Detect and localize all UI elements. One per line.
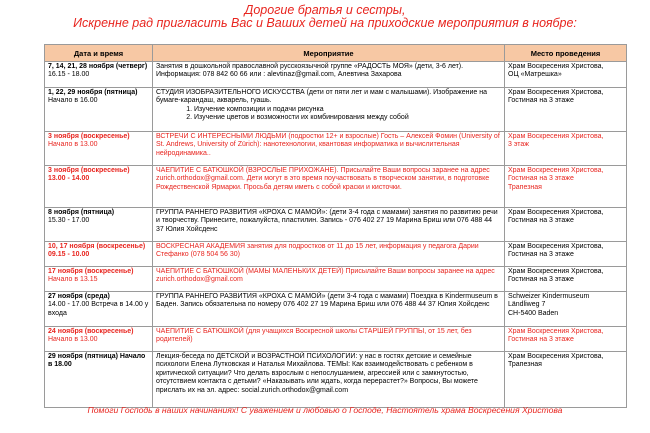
table-header-row [45, 45, 627, 62]
row-date: 29 ноября (пятница) Начало в 18.00 [45, 352, 153, 408]
table-row [45, 267, 627, 292]
col-place-header: Место проведения [505, 45, 627, 62]
row-place: Храм Воскресения Христова, Гостиная на 3 этаже [505, 242, 627, 267]
footer-blessing: Помоги Господь в наших начинаниях! С уважением и любовью о Господе, Настоятель храма Воскресения Христова [87, 405, 563, 415]
list-item: 2. Изучение цветов и возможности их комбинирования между собой [194, 114, 501, 122]
row-place: Храм Воскресения Христова, ОЦ «Матрешка» [505, 62, 627, 88]
list-item: 1. Изучение композиции и подачи рисунка [194, 106, 501, 114]
table-row [45, 166, 627, 208]
row-event: СТУДИЯ ИЗОБРАЗИТЕЛЬНОГО ИСКУССТВА (дети от пяти лет и мам с малышами). Изображение на бумаге-карандаш, акварель, гуашь. 1. Изучение композиции и подачи рисунка 2. Изучение цветов и возможности их комбинирования между собой [153, 88, 505, 132]
row-date: 17 ноября (воскресенье) Начало в 13.15 [45, 267, 153, 292]
row-event: ЧАЕПИТИЕ С БАТЮШКОЙ (МАМЫ МАЛЕНЬКИХ ДЕТЕЙ) Присылайте Ваши вопросы заранее на адрес zurich.orthodox@gmail.com [153, 267, 505, 292]
table-row [45, 292, 627, 327]
table-row [45, 327, 627, 352]
row-date: 24 ноября (воскресенье) Начало в 13.00 [45, 327, 153, 352]
header [0, 0, 650, 30]
row-date: 10, 17 ноября (воскресенье) 09.15 - 10.00 [45, 242, 153, 267]
row-place: Храм Воскресения Христова, Трапезная [505, 352, 627, 408]
row-place: Храм Воскресения Христова, Гостиная на 3 этаже Трапезная [505, 166, 627, 208]
row-date: 3 ноября (воскресенье) 13.00 - 14.00 [45, 166, 153, 208]
greeting: Дорогие братья и сестры, [244, 3, 406, 17]
row-event: ГРУППА РАННЕГО РАЗВИТИЯ «КРОХА С МАМОЙ» (дети 3-4 года с мамами) Поездка в Kindermuseum в Баден. Запись обязательна по номеру 076 402 27 19 Марина Бриш или 076 488 44 37 Юлия Хойсденс [153, 292, 505, 327]
events-table [44, 44, 627, 408]
row-date: 1, 22, 29 ноября (пятница) Начало в 16.00 [45, 88, 153, 132]
invitation: Искренне рад пригласить Вас и Ваших детей на приходские мероприятия в ноябре: [73, 16, 577, 30]
row-place: Храм Воскресения Христова, Гостиная на 3 этаже [505, 208, 627, 242]
row-event: ВСТРЕЧИ С ИНТЕРЕСНЫМИ ЛЮДЬМИ (подростки 12+ и взрослые) Гость – Алексей Фомин (University of St. Andrews, University of Zürich): нанотехнологии, квантовая информатика и вычислительная нейродинамика.. [153, 132, 505, 166]
row-place: Храм Воскресения Христова, Гостиная на 3 этаже [505, 327, 627, 352]
row-place: Храм Воскресения Христова, Гостиная на 3 этаже [505, 88, 627, 132]
table-row [45, 242, 627, 267]
table-row [45, 88, 627, 132]
row-place: Храм Воскресения Христова, 3 этаж [505, 132, 627, 166]
row-date: 7, 14, 21, 28 ноября (четверг) 16.15 - 18.00 [45, 62, 153, 88]
row-date: 8 ноября (пятница) 15.30 - 17.00 [45, 208, 153, 242]
table-row [45, 352, 627, 408]
row-event: Занятия в дошкольной православной русскоязычной группе «РАДОСТЬ МОЯ» (дети, 3-6 лет). Информация: 078 842 60 66 или : alevtinaz@gmail.com, Алевтина Захарова [153, 62, 505, 88]
col-event-header: Мероприятие [153, 45, 505, 62]
row-event: ЧАЕПИТИЕ С БАТЮШКОЙ (для учащихся Воскресной школы СТАРШЕЙ ГРУППЫ, от 15 лет, без родителей) [153, 327, 505, 352]
table-row [45, 62, 627, 88]
row-place: Schweizer Kindermuseum Ländliweg 7 CH-5400 Baden [505, 292, 627, 327]
event-list [156, 106, 501, 123]
row-event: Лекция-беседа по ДЕТСКОЙ и ВОЗРАСТНОЙ ПСИХОЛОГИИ: у нас в гостях детские и семейные психологи Елена Лутковская и Наталья Михайлова. ТЕМЫ: Как взаимодействовать с ребенком в критической ситуации? Что делать взрослым с непослушанием, агрессией или с замкнутостью, отсутствием контакта с детьми? «Наказывать или ждать, когда перерастет?» Вопросы, Вы можете прислать их на эл. адрес: social.zurich.orthodox@gmail.com [153, 352, 505, 408]
table-row [45, 132, 627, 166]
row-date: 3 ноября (воскресенье) Начало в 13.00 [45, 132, 153, 166]
row-event: ГРУППА РАННЕГО РАЗВИТИЯ «КРОХА С МАМОЙ»: (дети 3-4 года с мамами) занятия по развитию речи и творчеству. Принесите, пожалуйста, пластилин. Запись - 076 402 27 19 Марина Бриш или 076 488 44 37 Юлия Хойсденс [153, 208, 505, 242]
row-place: Храм Воскресения Христова, Гостиная на 3 этаже [505, 267, 627, 292]
col-date-header: Дата и время [45, 45, 153, 62]
row-event: ЧАЕПИТИЕ С БАТЮШКОЙ (ВЗРОСЛЫЕ ПРИХОЖАНЕ). Присылайте Ваши вопросы заранее на адрес zurich.orthodox@gmail.com. Дети могут в это время поучаствовать в творческом занятии, в подготовке Рождественской Ярмарки. Просьба детям иметь с собой краски и кисточки. [153, 166, 505, 208]
table-row [45, 208, 627, 242]
row-event: ВОСКРЕСНАЯ АКАДЕМИЯ занятия для подростков от 11 до 15 лет, информация у педагога Дарии Стефанко (078 504 56 30) [153, 242, 505, 267]
row-date: 27 ноября (среда) 14.00 - 17.00 Встреча в 14.00 у входа [45, 292, 153, 327]
